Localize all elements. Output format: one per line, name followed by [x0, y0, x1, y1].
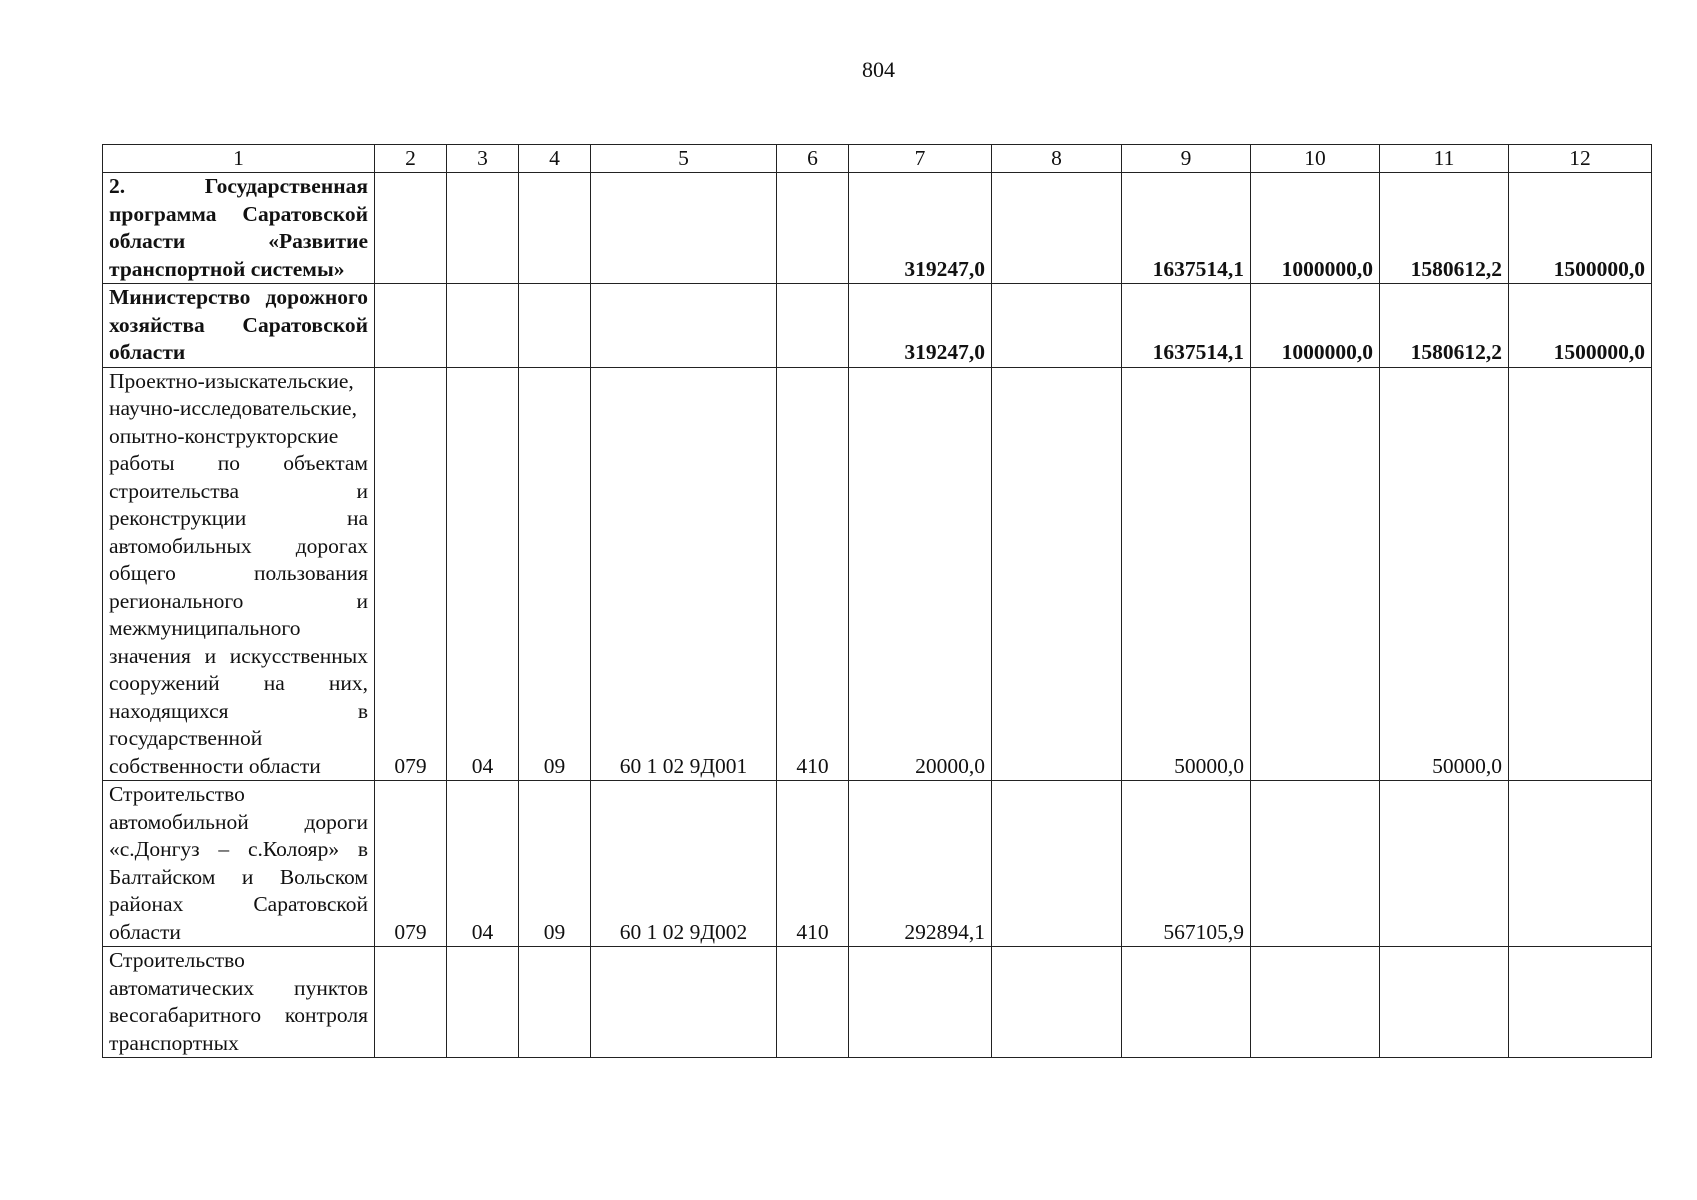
cell-col12 — [1509, 367, 1652, 781]
cell-col5 — [591, 284, 777, 368]
cell-col8 — [992, 947, 1122, 1058]
cell-col6 — [777, 173, 849, 284]
budget-table — [102, 144, 1652, 1058]
page-number: 804 — [862, 57, 895, 82]
row-description: 2. Государственная программа Саратовской области «Развитие транспортной системы» — [103, 173, 375, 284]
cell-col7: 319247,0 — [849, 284, 992, 368]
header-cell: 4 — [519, 145, 591, 173]
cell-col9: 50000,0 — [1122, 367, 1251, 781]
header-cell: 10 — [1251, 145, 1380, 173]
cell-col8 — [992, 173, 1122, 284]
header-cell: 8 — [992, 145, 1122, 173]
cell-col2 — [375, 947, 447, 1058]
cell-col4 — [519, 947, 591, 1058]
cell-col10 — [1251, 781, 1380, 947]
cell-col11: 50000,0 — [1380, 367, 1509, 781]
cell-col12: 1500000,0 — [1509, 173, 1652, 284]
table-row — [103, 367, 1652, 781]
header-cell: 3 — [447, 145, 519, 173]
cell-col4 — [519, 284, 591, 368]
cell-col11: 1580612,2 — [1380, 284, 1509, 368]
cell-col4 — [519, 173, 591, 284]
header-cell: 1 — [103, 145, 375, 173]
cell-col2: 079 — [375, 781, 447, 947]
cell-col10 — [1251, 947, 1380, 1058]
cell-col9: 1637514,1 — [1122, 173, 1251, 284]
cell-col12: 1500000,0 — [1509, 284, 1652, 368]
cell-col8 — [992, 284, 1122, 368]
cell-col7: 292894,1 — [849, 781, 992, 947]
row-description: Министерство дорожного хозяйства Саратовской области — [103, 284, 375, 368]
table-row — [103, 947, 1652, 1058]
row-description: Строительство автоматических пунктов весогабаритного контроля транспортных — [103, 947, 375, 1058]
cell-col7: 319247,0 — [849, 173, 992, 284]
cell-col5: 60 1 02 9Д002 — [591, 781, 777, 947]
header-cell: 2 — [375, 145, 447, 173]
cell-col11 — [1380, 947, 1509, 1058]
cell-col7 — [849, 947, 992, 1058]
cell-col8 — [992, 781, 1122, 947]
cell-col5 — [591, 173, 777, 284]
table-row — [103, 284, 1652, 368]
cell-col2 — [375, 173, 447, 284]
cell-col9 — [1122, 947, 1251, 1058]
header-cell: 7 — [849, 145, 992, 173]
cell-col10: 1000000,0 — [1251, 284, 1380, 368]
cell-col2: 079 — [375, 367, 447, 781]
header-cell: 5 — [591, 145, 777, 173]
cell-col6 — [777, 947, 849, 1058]
cell-col11 — [1380, 781, 1509, 947]
cell-col6 — [777, 284, 849, 368]
cell-col10 — [1251, 367, 1380, 781]
table-row — [103, 173, 1652, 284]
cell-col7: 20000,0 — [849, 367, 992, 781]
table-row — [103, 781, 1652, 947]
header-cell: 6 — [777, 145, 849, 173]
cell-col9: 567105,9 — [1122, 781, 1251, 947]
cell-col11: 1580612,2 — [1380, 173, 1509, 284]
cell-col6: 410 — [777, 781, 849, 947]
cell-col12 — [1509, 781, 1652, 947]
row-description: Проектно-изыскательские, научно-исследовательские, опытно-конструкторские работы по объектам строительства и реконструкции на автомобильных дорогах общего пользования регионального и межмуниципального значения и искусственных сооружений на них, находящихся в государственной собственности области — [103, 367, 375, 781]
header-cell: 11 — [1380, 145, 1509, 173]
cell-col5: 60 1 02 9Д001 — [591, 367, 777, 781]
cell-col4: 09 — [519, 367, 591, 781]
cell-col3 — [447, 947, 519, 1058]
cell-col2 — [375, 284, 447, 368]
header-cell: 9 — [1122, 145, 1251, 173]
cell-col3: 04 — [447, 781, 519, 947]
cell-col9: 1637514,1 — [1122, 284, 1251, 368]
header-cell: 12 — [1509, 145, 1652, 173]
cell-col12 — [1509, 947, 1652, 1058]
cell-col3: 04 — [447, 367, 519, 781]
cell-col6: 410 — [777, 367, 849, 781]
cell-col5 — [591, 947, 777, 1058]
table-header-row — [103, 145, 1652, 173]
cell-col10: 1000000,0 — [1251, 173, 1380, 284]
cell-col4: 09 — [519, 781, 591, 947]
row-description: Строительство автомобильной дороги «с.Донгуз – с.Колояр» в Балтайском и Вольском районах Саратовской области — [103, 781, 375, 947]
cell-col3 — [447, 173, 519, 284]
cell-col3 — [447, 284, 519, 368]
cell-col8 — [992, 367, 1122, 781]
